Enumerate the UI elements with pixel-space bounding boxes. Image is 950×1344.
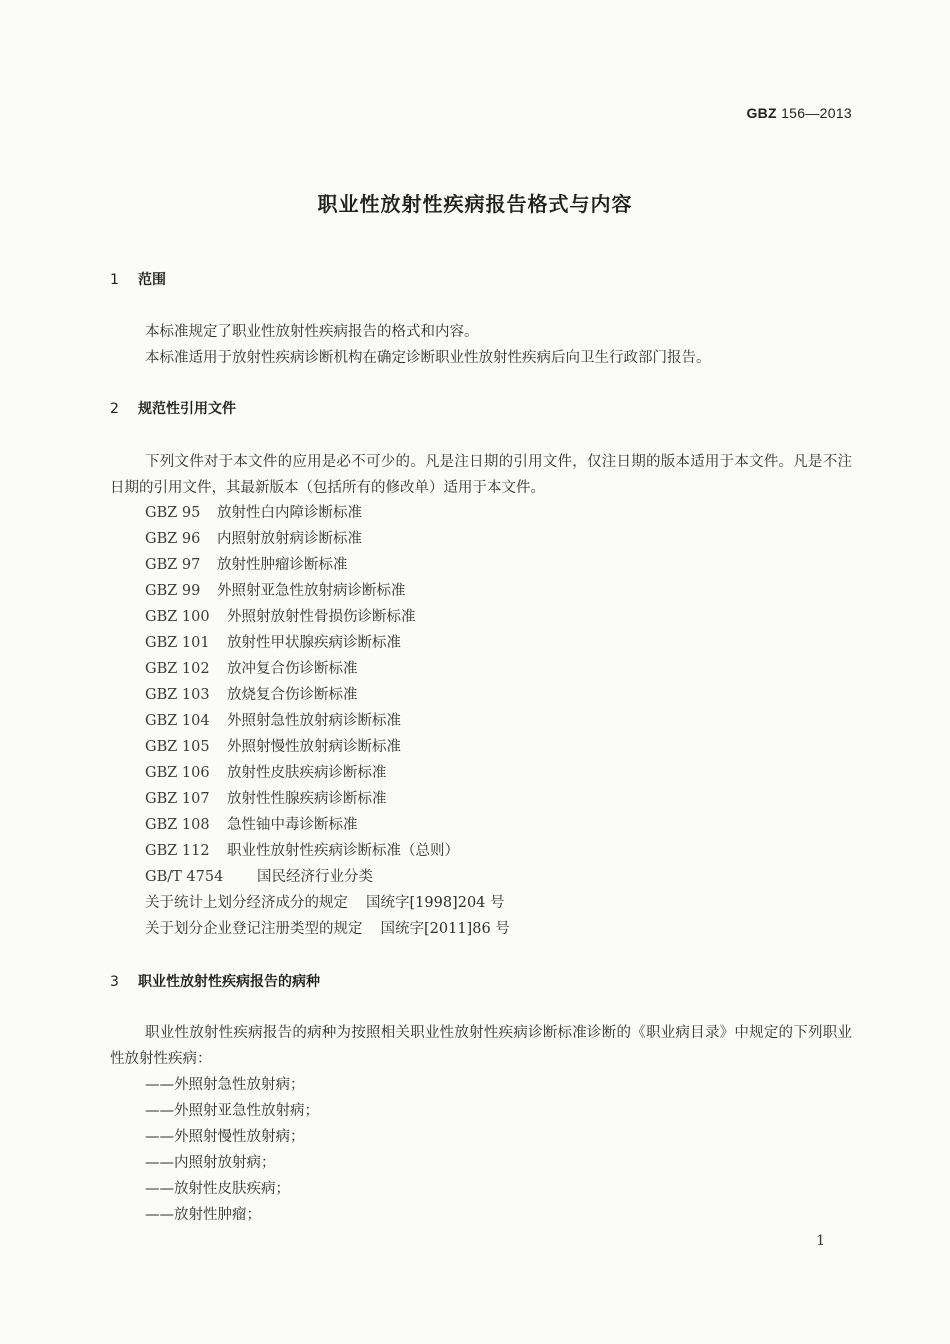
standard-code [746, 105, 852, 121]
reference-item: 关于划分企业登记注册类型的规定 国统字[2011]86 号 [145, 921, 510, 937]
reference-item: GBZ 99 外照射亚急性放射病诊断标准 [145, 583, 406, 599]
list-item: ——外照射急性放射病； [145, 1077, 305, 1093]
reference-item: GBZ 100 外照射放射性骨损伤诊断标准 [145, 609, 416, 625]
reference-item: GB/T 4754 国民经济行业分类 [145, 869, 373, 885]
section-3-intro: 职业性放射性疾病报告的病种为按照相关职业性放射性疾病诊断标准诊断的《职业病目录》中规定的下列职业性放射性疾病： [110, 1025, 852, 1067]
section-1-line-1: 本标准规定了职业性放射性疾病报告的格式和内容。 [145, 324, 479, 340]
list-item: ——外照射亚急性放射病； [145, 1103, 319, 1119]
page-number: 1 [816, 1233, 825, 1249]
section-2-heading: 2 规范性引用文件 [110, 401, 236, 417]
reference-item: GBZ 104 外照射急性放射病诊断标准 [145, 713, 401, 729]
section-2-intro: 下列文件对于本文件的应用是必不可少的。凡是注日期的引用文件，仅注日期的版本适用于本文件。凡是不注日期的引用文件，其最新版本（包括所有的修改单）适用于本文件。 [110, 454, 852, 496]
section-1-line-2: 本标准适用于放射性疾病诊断机构在确定诊断职业性放射性疾病后向卫生行政部门报告。 [145, 350, 711, 366]
reference-item: GBZ 108 急性铀中毒诊断标准 [145, 817, 358, 833]
list-item: ——内照射放射病； [145, 1155, 276, 1171]
reference-item: GBZ 96 内照射放射病诊断标准 [145, 531, 362, 547]
reference-item: GBZ 95 放射性白内障诊断标准 [145, 505, 362, 521]
page-title: 职业性放射性疾病报告格式与内容 [317, 192, 633, 216]
standard-number: 156—2013 [781, 105, 852, 121]
section-1-heading: 1 范围 [110, 272, 166, 288]
reference-item: GBZ 103 放烧复合伤诊断标准 [145, 687, 358, 703]
reference-item: GBZ 112 职业性放射性疾病诊断标准（总则） [145, 843, 459, 859]
reference-item: GBZ 97 放射性肿瘤诊断标准 [145, 557, 348, 573]
reference-item: 关于统计上划分经济成分的规定 国统字[1998]204 号 [145, 895, 505, 911]
list-item: ——放射性皮肤疾病； [145, 1181, 290, 1197]
reference-item: GBZ 101 放射性甲状腺疾病诊断标准 [145, 635, 401, 651]
list-item: ——外照射慢性放射病； [145, 1129, 305, 1145]
standard-prefix: GBZ [746, 105, 777, 121]
reference-item: GBZ 102 放冲复合伤诊断标准 [145, 661, 358, 677]
section-3-heading: 3 职业性放射性疾病报告的病种 [110, 974, 320, 990]
reference-item: GBZ 105 外照射慢性放射病诊断标准 [145, 739, 401, 755]
reference-item: GBZ 107 放射性性腺疾病诊断标准 [145, 791, 387, 807]
reference-item: GBZ 106 放射性皮肤疾病诊断标准 [145, 765, 387, 781]
list-item: ——放射性肿瘤； [145, 1207, 261, 1223]
